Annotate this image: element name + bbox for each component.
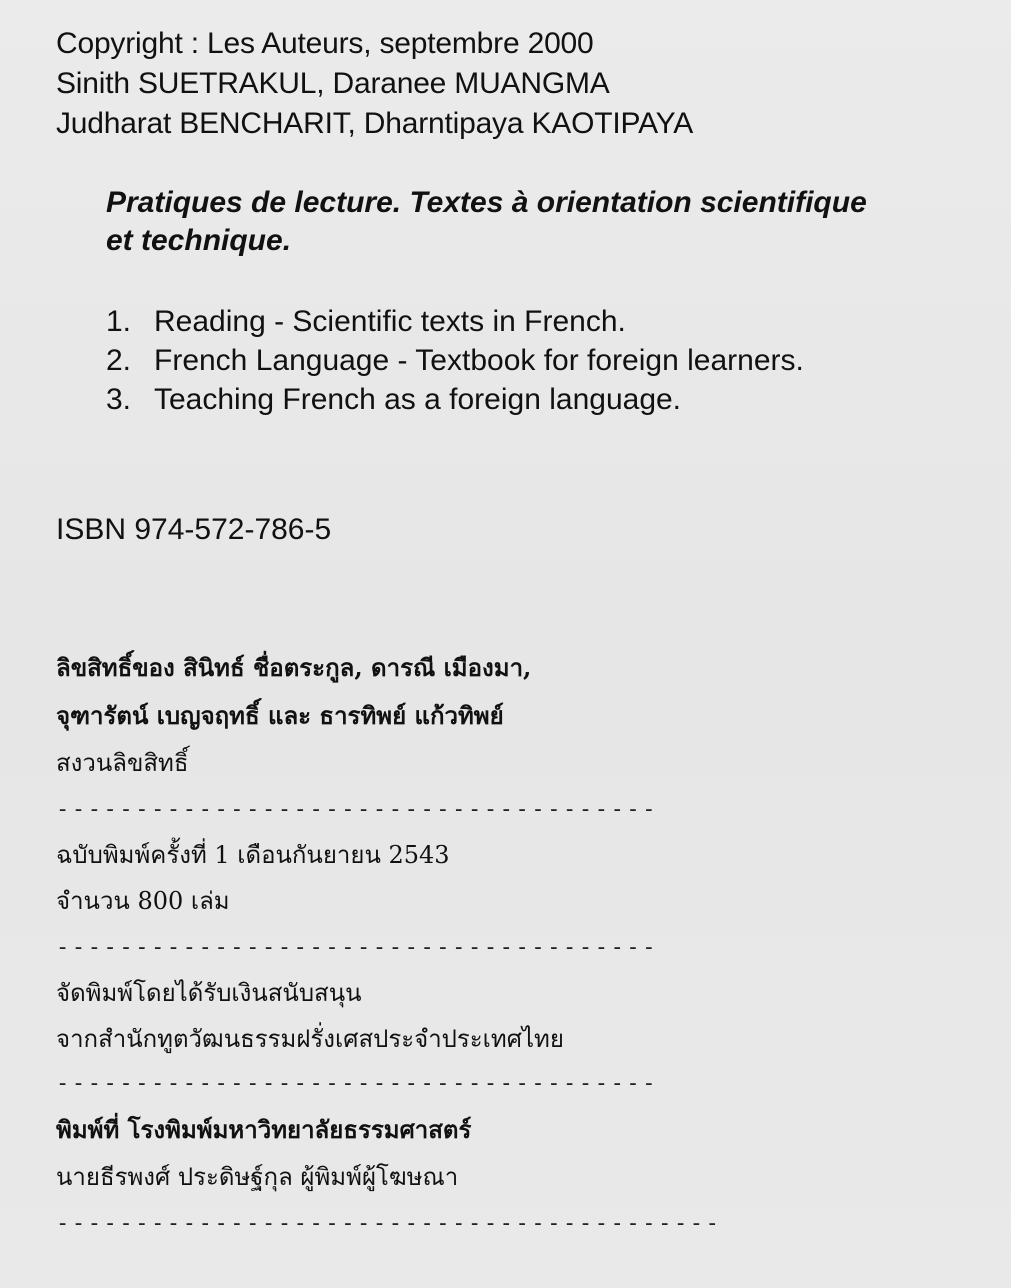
subject-number: 3. bbox=[106, 383, 132, 416]
book-title-line-1: Pratiques de lecture. Textes à orientation scientifique bbox=[106, 186, 867, 219]
subject-number: 1. bbox=[106, 305, 132, 338]
subject-number: 2. bbox=[106, 344, 132, 377]
printer-line-1: พิมพ์ที่ โรงพิมพ์มหาวิทยาลัยธรรมศาสตร์ bbox=[56, 1115, 472, 1144]
thai-copyright-line-1: ลิขสิทธิ์ของ สินิทธ์ ชื่อตระกูล, ดารณี เมืองมา, bbox=[56, 653, 532, 682]
subject-text: French Language - Textbook for foreign learners. bbox=[154, 344, 804, 377]
copyright-line: Copyright : Les Auteurs, septembre 2000 bbox=[56, 27, 594, 60]
divider: -------------------------------------- bbox=[56, 1071, 659, 1096]
thai-copyright-line-3: สงวนลิขสิทธิ์ bbox=[56, 749, 189, 777]
subject-item bbox=[106, 302, 804, 341]
sponsor-line-2: จากสำนักทูตวัฒนธรรมฝรั่งเศสประจำประเทศไทย bbox=[56, 1025, 564, 1053]
divider: -------------------------------------- bbox=[56, 935, 659, 960]
thai-copyright-line-2: จุฑารัตน์ เบญจฤทธิ์ และ ธารทิพย์ แก้วทิพย์ bbox=[56, 701, 504, 730]
isbn: ISBN 974-572-786-5 bbox=[56, 513, 332, 546]
subject-list bbox=[106, 302, 804, 419]
copyright-block bbox=[56, 24, 693, 144]
subject-item bbox=[106, 380, 804, 419]
divider: ------------------------------------------ bbox=[56, 1211, 722, 1236]
print-run-line: จำนวน 800 เล่ม bbox=[56, 887, 230, 915]
subject-text: Teaching French as a foreign language. bbox=[154, 383, 682, 416]
authors-line-2: Judharat BENCHARIT, Dharntipaya KAOTIPAYA bbox=[56, 107, 694, 140]
authors-line-1: Sinith SUETRAKUL, Daranee MUANGMA bbox=[56, 67, 610, 100]
subject-item bbox=[106, 341, 804, 380]
printer-line-2: นายธีรพงศ์ ประดิษฐ์กุล ผู้พิมพ์ผู้โฆษณา bbox=[56, 1163, 459, 1191]
edition-line: ฉบับพิมพ์ครั้งที่ 1 เดือนกันยายน 2543 bbox=[56, 841, 450, 869]
sponsor-line-1: จัดพิมพ์โดยได้รับเงินสนับสนุน bbox=[56, 979, 362, 1007]
subject-text: Reading - Scientific texts in French. bbox=[154, 305, 626, 338]
book-title-line-2: et technique. bbox=[106, 224, 292, 257]
book-title bbox=[106, 184, 986, 260]
divider: -------------------------------------- bbox=[56, 797, 659, 822]
